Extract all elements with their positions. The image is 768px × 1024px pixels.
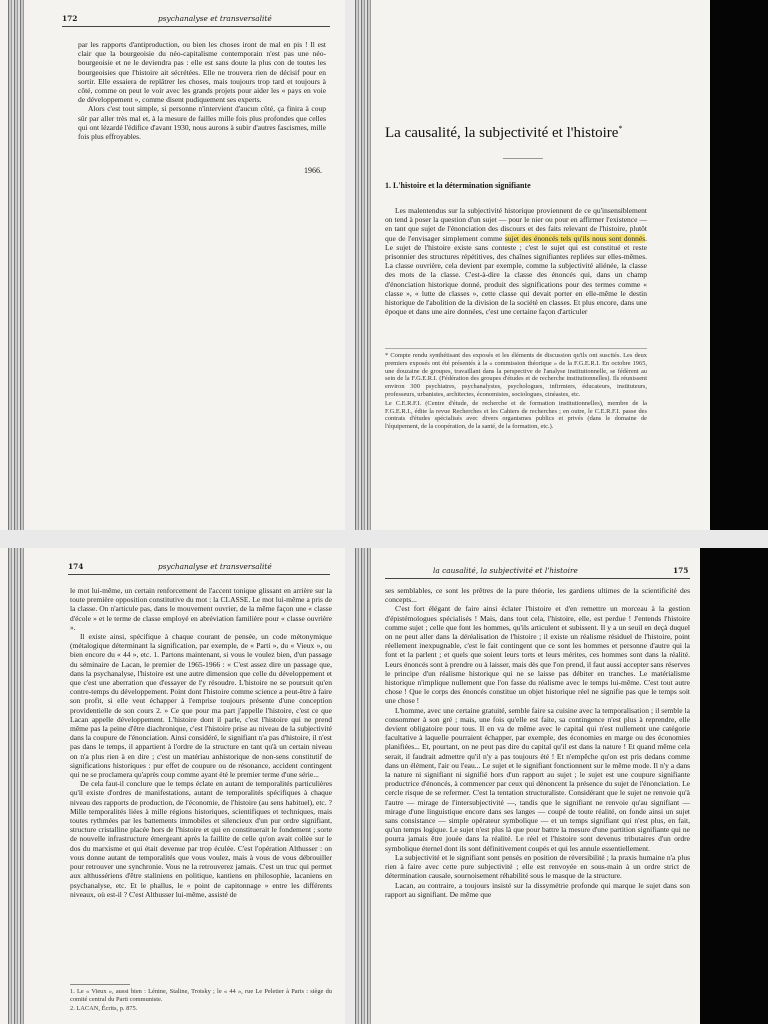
paragraph: C'est fort élégant de faire ainsi éclater l'histoire et d'en remettre un morceau à la gestion d'épistémologues spécialisés ! Mais, dans tout cela, l'histoire, elle, est perdue ! J'entends l'histoire comme sujet ; celle que font les hommes, qu'ils articulent et subissent. Il y a un seuil en deçà duquel on ne peut aller dans la déréalisation de l'histoire ; il existe un réalisme résiduel de l'histoire, point réellement inexpugnable, c'est le fait contingent que ce sont les hommes et personne d'autre qui la font et la parlent ; et quels que soient leurs torts et leurs mérites, ces hommes sont dans la réalité. Leurs énoncés sont à prendre ou à laisser, mais dès que l'on prend, il faut aussi accepter sans réserves le principe d'un réalisme historique qui ne se laisse pas débiter en tranches. Le matérialisme historique n'implique nullement que l'on fasse du réalisme avec le temps lui-même. C'est tout autre chose ! Que le corps des énoncés constitue un objet historique réel ne signifie pas que le temps soit une chose ! [385,604,690,706]
footnote-rule [385,348,647,349]
page-spine [8,0,24,530]
footnote: Le C.E.R.F.I. (Centre d'étude, de recherche et de formation institutionnelles), membre de la F.G.E.R.I., édite la revue Recherches et les Cahiers de recherches ; en outre, le C.E.R.F.I. passe des contrats d'études spécialisés avec divers organismes publics et privés (dans le domaine de l'équipement, de la coopération, de la santé, de la formation, etc.). [385,399,647,431]
page-body [78,40,326,141]
header-rule [62,26,330,27]
scan-edge [710,0,768,530]
footnote: * Compte rendu synthétisant des exposés et les éléments de discussion qu'ils ont suscités. Les deux premiers exposés ont été présentés à la « commission théorique » de la F.G.E.R.I. En octobre 1965, une douzaine de groupes, travaillant dans la perspective de l'analyse institutionnelle, se fédèrent au sein de la F.G.E.R.I. (Fédération des groupes d'études et de recherche institutionnelles). Ils réunissent environ 300 psychiatres, psychanalystes, psychologues, infirmiers, éducateurs, instituteurs, professeurs, urbanistes, architectes, économistes, sociologues, cinéastes, etc. [385,352,647,398]
title-ornament [503,158,543,159]
paragraph: Lacan, au contraire, a toujours insisté sur la dissymétrie profonde qui marque le sujet dans son rapport au signifiant. De même que [385,880,690,899]
running-head: psychanalyse et transversalité [158,562,272,571]
paragraph: par les rapports d'antiproduction, ou bien les choses iront de mal en pis ! Il est clair que la bourgeoisie du néo-capitalisme contemporain n'est pas une néo-bourgeoisie et ne le deviendra pas : elle est sans doute la plus con de toutes les bourgeoisies que l'histoire ait sécrétées. Elle ne trouvera rien de décisif pour en sortir. Elle essaiera de replâtrer les choses, mais toujours trop tard et toujours à côté, comme on peut le voir avec les grands projets pour aider les « pays en voie de développement », comme disent pudiquement ses experts. [78,40,326,105]
date: 1966. [304,166,322,175]
header-rule [385,578,690,579]
page-spine [8,548,24,1024]
footnotes [70,988,332,1013]
footnotes [385,352,647,432]
section-title: 1. L'histoire et la détermination signifiante [385,181,531,190]
chapter-title: La causalité, la subjectivité et l'histoire* [385,124,623,141]
chapter-footnote-mark: * [618,124,623,133]
page-174 [0,548,345,1024]
page-number: 175 [673,566,689,575]
footnote: 2. LACAN, Écrits, p. 875. [70,1004,138,1012]
paragraph: le mot lui-même, un certain renforcement de l'accent tonique glissant en arrière sur la toute première opposition constitutive du mot : la CLASSE. Le mot lui-même a pris de la classe. On n'articule pas, dans le mouvement ouvrier, de la même façon une « classe d'école » et le terme de classe employé en abréviation familière pour « classe ouvrière ». [70,586,332,632]
running-head: la causalité, la subjectivité et l'histoire [433,566,578,575]
paragraph: Il existe ainsi, spécifique à chaque courant de pensée, un code métonymique (métalogique déterminant la signification, par exemple, de « Parti », du « Vieux », ou bien encore du « 44 », etc. 1. Partons maintenant, si vous le voulez bien, d'un passage du séminaire de Lacan, le premier de 1965-1966 : « C'est assez dire un passage que, dans la psychanalyse, l'histoire est une autre dimension que celle du développement et que c'est une aberration que d'essayer de l'y résoudre. L'histoire ne se poursuit qu'en contre-temps du développement. Point dont l'histoire comme science a peut-être à faire son profit, si elle veut échapper à l'emprise toujours présente d'une conception providentielle de son cours 2. » Ce que pour ma part j'appelle l'histoire, c'est ce que Lacan appelle développement. L'histoire dont il parle, c'est l'histoire qui ne prend même pas la peine d'être diachronique, c'est l'histoire prise au niveau de la subjectivité dans la coupure de l'énonciation. Ainsi considéré, le signifiant n'a pas d'histoire, il n'est pas dans le temps, il appartient à l'ordre de la structure en tant qu'à un certain niveau on n'a plus rien à en dire ; c'est un matériau anhistorique de non-sens constitutif de significations historiques : pur effet de coupure ou de résonance, accident contingent qui ne se proclamera qu'après coup comme ayant été le premier terme d'une série... [70,632,332,780]
page-body [385,206,647,316]
header-rule [68,574,330,575]
footnote: 1. Le « Vieux », aussi bien : Lénine, Staline, Trotsky ; le « 44 », rue Le Peletier à Paris : siège du comité central du Parti communiste. [70,988,332,1003]
page-spine [355,548,371,1024]
paragraph: L'homme, avec une certaine gratuité, semble faire sa cuisine avec la temporalisation ; il semble la consommer à son gré ; mais, une fois qu'elle est faite, sa contingence n'est plus à reprendre, elle devient obligatoire pour tous. Il en va de même avec le capital qui n'est nullement une catégorie facultative à laquelle pourraient échapper, par exemple, des économies en marge ou des économies planifiées... Et, pourtant, on ne peut pas dire du capital qu'il est dans la nature ! Et quand même cela serait, il faudrait admettre qu'il n'y a pas toujours été ! Et n'empêche qu'on est pris dedans comme dans un élément, l'air ou l'eau... Le sujet et le signifiant fonctionnent sur le même mode. Il n'y a dans la nature ni signifiant ni signifié hors d'un rapport au sujet ; le sujet est une coupure signifiante productrice d'énoncés, à commencer par ceux qui dénoncent la présence du sujet de l'énonciation. Le cercle risque de se refermer. C'est la tentation structuraliste. Considérant que le sujet ne renvoie qu'à l'autre — mirage de l'intersubjectivité —, tandis que le signifiant ne renvoie qu'au signifiant — mirage d'une linguistique encore dans ses langes — coupé de toute réalité, on fonde ainsi un sujet sans consistance — simple opérateur symbolique — et un temps signifiant qui n'est plus, en fait, qu'un temps logique. Le sujet n'est plus là que pour battre la mesure d'une partition signifiante qui ne pourra jamais être jouée dans la réalité. Le réel et l'histoire sont devenus tributaires d'un ordre symbolique éternel dont ils sont définitivement coupés et qui les annule essentiellement. [385,705,690,853]
page-body [385,586,690,1022]
page-number: 174 [68,562,84,571]
paragraph: Alors c'est tout simple, si personne n'intervient d'aucun côté, ça finira à coup sûr par aller très mal et, à la mesure de failles mille fois plus profondes que celles qui ont lézardé l'édifice d'avant 1930, nous aurons à subir d'autres fascismes, mille fois plus effroyables. [78,104,326,142]
paragraph: Les malentendus sur la subjectivité historique proviennent de ce qu'insensiblement on tend à poser la question d'un sujet — pour le nier ou pour en affirmer l'existence — en tant que sujet de l'énonciation des discours et des faits relevant de l'histoire, plutôt que de l'envisager simplement comme sujet des énoncés tels qu'ils nous sont donnés. Le sujet de l'histoire existe sans conteste ; c'est le sujet qui est constitué et reste prisonnier des structures répétitives, des chaînes signifiantes repliées sur elles-mêmes. La classe ouvrière, cela devient par exemple, comme la subjectivité aliénée, la classe des mots de la classe. C'est-à-dire la classe des énoncés qui, dans un champ d'énonciation historique donné, produit des significations pour des termes comme « classe », « lutte de classes », cette classe qui devait porter en elle-même le destin historique de l'abolition de la division de la société en classes. Et plus encore, dans une époque et dans une aire données, c'est une certaine façon d'articuler [385,206,647,317]
page-number: 172 [62,14,78,23]
page-spine [355,0,371,530]
footnote-rule [70,984,130,985]
paragraph: ses semblables, ce sont les prêtres de la pure théorie, les gardiens ultimes de la scientificité des concepts... [385,586,690,605]
paragraph: De cela faut-il conclure que le temps éclate en autant de temporalités particulières qu'il existe d'ordres de manifestations, autant de temporalités spécifiques à chaque niveau des rapports de production, de l'économie, de l'histoire (au sens habituel), etc. ? Mille temporalités liées à mille régions historiques, scientifiques et techniques, mais toutes rythmées par les battements immobiles et silencieux d'un pur ordre signifiant, structure cristalline placée hors de l'histoire et qui en constituerait le fondement ; sorte de nouvelle infrastructure émergeant après la faillite de celle qu'on avait collée sur le dos du marxisme et qui était devenue par trop éculée. C'est l'opération Althusser : on vous donne autant de temporalités que vous voulez, mais à vous de vous débrouiller pour retrouver une synchronie. Vous ne la retrouverez jamais. C'est un truc qui permet aux althussériens d'être staliniens en politique, kantiens en philosophie, lacaniens en psychanalyse, etc. Et le phallus, le « point de capitonnage » entre les différents niveaux, où est-il ? C'est Althusser lui-même, assisté de [70,779,332,899]
page-173 [355,0,768,530]
page-body [70,586,332,976]
page-172 [0,0,345,530]
paragraph: La subjectivité et le signifiant sont pensés en position de réversibilité ; la praxis humaine n'a plus rien à faire avec cette pure subjectivité ; elle est renvoyée en sous-main à un ordre strict de détermination causale, sournoisement réhabilité sous le masque de la structure. [385,852,690,881]
scan-edge [700,548,768,1024]
highlighted-text: sujet des énoncés tels qu'ils nous sont donnés [504,233,646,243]
page-175 [355,548,768,1024]
running-head: psychanalyse et transversalité [158,14,272,23]
